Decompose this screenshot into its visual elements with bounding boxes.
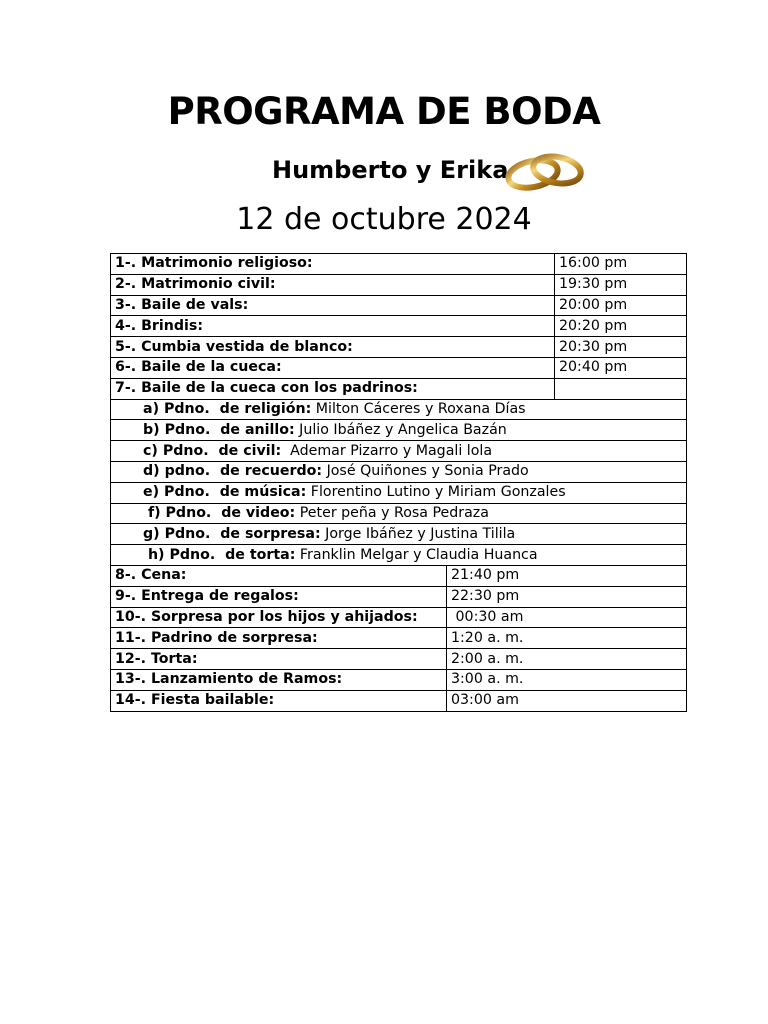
padrino-names: Julio Ibáñez y Angelica Bazán [294,421,507,438]
event-time [555,316,687,337]
event-time-text: 20:40 pm [559,359,628,376]
padrino-row [111,399,687,420]
padrino-row [111,482,687,503]
event-time-text: 20:00 pm [559,296,628,313]
event-label [111,669,447,690]
padrino-role: c) Pdno. de civil: [143,442,282,459]
padrino-role: f) Pdno. de video: [143,504,296,521]
event-time [555,254,687,275]
event-row [111,254,687,275]
padrino-names: Franklin Melgar y Claudia Huanca [295,546,538,563]
event-time [447,586,687,607]
event-label [111,565,447,586]
padrino-names: Peter peña y Rosa Pedraza [295,504,489,521]
event-time [555,378,687,399]
event-label-text: 7-. Baile de la cueca con los padrinos: [115,380,418,397]
event-label-text: 12-. Torta: [115,650,198,667]
event-label [111,586,447,607]
padrino-role: g) Pdno. de sorpresa: [143,525,321,542]
event-row [111,628,687,649]
event-label [111,649,447,670]
event-label-text: 13-. Lanzamiento de Ramos: [115,671,343,688]
event-label [111,357,555,378]
padrino-row [111,503,687,524]
page-title: PROGRAMA DE BODA [167,90,601,133]
padrino-cell [111,441,687,462]
event-row [111,337,687,358]
event-time [447,649,687,670]
event-label [111,274,555,295]
event-time [555,337,687,358]
event-time-text: 03:00 am [451,692,519,709]
event-time-text: 3:00 a. m. [451,671,524,688]
padrino-cell [111,524,687,545]
program-table [110,253,687,712]
event-row [111,357,687,378]
event-time [447,607,687,628]
padrino-names: Ademar Pizarro y Magali lola [281,442,493,459]
padrino-names: Jorge Ibáñez y Justina Tilila [320,525,516,542]
event-time-text: 19:30 pm [559,276,628,293]
event-label-text: 9-. Entrega de regalos: [115,588,299,605]
event-label-text: 10-. Sorpresa por los hijos y ahijados: [115,608,418,625]
event-time-text: 1:20 a. m. [451,629,524,646]
event-label-text: 3-. Baile de vals: [115,296,249,313]
padrino-row [111,545,687,566]
padrino-row [111,420,687,441]
event-label-text: 1-. Matrimonio religioso: [115,255,313,272]
padrino-row [111,441,687,462]
event-row [111,565,687,586]
padrino-row [111,524,687,545]
event-label [111,316,555,337]
padrino-role: a) Pdno. de religión: [143,400,312,417]
event-label [111,690,447,711]
padrino-cell [111,399,687,420]
event-time [555,357,687,378]
padrino-role: b) Pdno. de anillo: [143,421,295,438]
event-time [447,628,687,649]
padrino-cell [111,482,687,503]
event-time-text: 21:40 pm [451,567,520,584]
event-row [111,316,687,337]
event-time [447,565,687,586]
event-row [111,607,687,628]
event-label-text: 14-. Fiesta bailable: [115,692,275,709]
padrino-row [111,461,687,482]
event-time-text: 22:30 pm [451,588,520,605]
event-row [111,274,687,295]
event-time [447,669,687,690]
event-label [111,628,447,649]
wedding-date: 12 de octubre 2024 [236,202,532,237]
padrino-role: d) pdno. de recuerdo: [143,463,323,480]
padrino-cell [111,545,687,566]
padrino-role: e) Pdno. de música: [143,484,307,501]
padrino-cell [111,461,687,482]
event-label [111,254,555,275]
event-label-text: 4-. Brindis: [115,317,203,334]
event-label [111,295,555,316]
event-row [111,690,687,711]
padrino-cell [111,420,687,441]
event-label-text: 2-. Matrimonio civil: [115,276,276,293]
event-row [111,586,687,607]
event-time-text: 20:30 pm [559,338,628,355]
padrino-names: José Quiñones y Sonia Prado [322,463,529,480]
couple-names: Humberto y Erika [272,156,509,184]
padrino-names: Milton Cáceres y Roxana Días [311,400,526,417]
event-time [555,274,687,295]
event-label-text: 8-. Cena: [115,567,187,584]
event-time-text: 16:00 pm [559,255,628,272]
event-label [111,337,555,358]
padrino-names: Florentino Lutino y Miriam Gonzales [306,484,566,501]
event-row [111,295,687,316]
wedding-rings-icon [503,148,589,192]
event-time-text: 2:00 a. m. [451,650,524,667]
event-label-text: 5-. Cumbia vestida de blanco: [115,338,353,355]
event-time-text: 00:30 am [451,608,524,625]
event-label [111,378,555,399]
event-label-text: 6-. Baile de la cueca: [115,359,282,376]
padrino-role: h) Pdno. de torta: [143,546,296,563]
event-time [447,690,687,711]
event-row [111,378,687,399]
event-time-text: 20:20 pm [559,317,628,334]
event-label [111,607,447,628]
padrino-cell [111,503,687,524]
event-row [111,669,687,690]
event-label-text: 11-. Padrino de sorpresa: [115,629,318,646]
couple-row [0,148,768,192]
event-row [111,649,687,670]
event-time [555,295,687,316]
